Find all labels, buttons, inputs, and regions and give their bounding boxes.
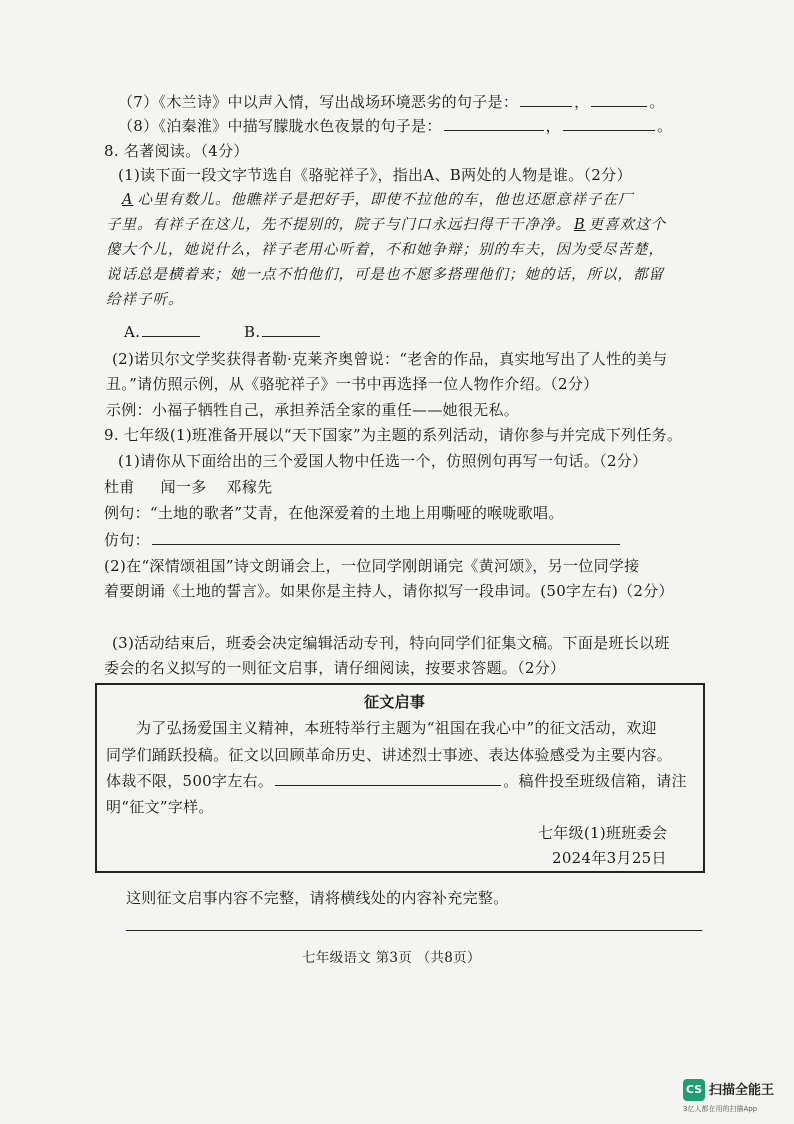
notice-line-1: 为了弘扬爱国主义精神，本班特举行主题为“祖国在我心中”的征文活动，欢迎 bbox=[136, 719, 657, 737]
answer-blank[interactable] bbox=[591, 92, 647, 107]
camscanner-tagline: 3亿人都在用的扫描App bbox=[683, 1105, 758, 1113]
imitate-line: 仿句： bbox=[104, 530, 622, 550]
imitate-answer-blank[interactable] bbox=[152, 530, 620, 545]
label-b: B bbox=[574, 217, 586, 233]
answer-blank[interactable] bbox=[563, 116, 655, 131]
patriot-names bbox=[104, 477, 272, 497]
question-8-sub2-line1: (2)诺贝尔文学奖获得者勒·克莱齐奥曾说：“老舍的作品，真实地写出了人性的美与 bbox=[112, 350, 668, 368]
after-notice-prompt: 这则征文启事内容不完整，请将横线处的内容补充完整。 bbox=[126, 889, 509, 907]
name-du-fu: 杜甫 bbox=[104, 478, 135, 496]
notice-date: 2024年3月25日 bbox=[552, 849, 667, 867]
answer-line[interactable] bbox=[126, 930, 702, 931]
question-7-text: （7）《木兰诗》中以声入情，写出战场环境恶劣的句子是： bbox=[118, 93, 519, 111]
notice-answer-blank[interactable] bbox=[275, 771, 501, 786]
question-8-example: 示例：小福子牺牲自己，承担养活全家的重任——她很无私。 bbox=[106, 401, 520, 419]
answer-blank[interactable] bbox=[520, 92, 572, 107]
notice-line-2: 同学们踊跃投稿。征文以回顾革命历史、讲述烈士事迹、表达体验感受为主要内容。 bbox=[106, 746, 673, 764]
passage-line-2: 子里。有祥子在这儿，先不提别的，院子与门口永远扫得干干净净。 B 更喜欢这个 bbox=[106, 217, 667, 233]
question-9-heading: 9. 七年级(1)班准备开展以“天下国家”为主题的系列活动，请你参与并完成下列任务。 bbox=[104, 426, 683, 444]
notice-title: 征文启事 bbox=[364, 693, 426, 711]
question-8-sub1: (1)读下面一段文字节选自《骆驼祥子》，指出A、B两处的人物是谁。（2分） bbox=[118, 166, 632, 184]
label-a: A bbox=[122, 192, 134, 208]
passage-line-5: 给祥子听。 bbox=[106, 292, 184, 308]
answer-blank[interactable] bbox=[142, 322, 200, 337]
name-deng-jiaxian: 邓稼先 bbox=[226, 478, 273, 496]
question-9-sub1: (1)请你从下面给出的三个爱国人物中任选一个，仿照例句再写一句话。（2分） bbox=[118, 452, 648, 470]
answer-blank[interactable] bbox=[262, 322, 320, 337]
question-8-sub2-line2: 丑。”请仿照示例，从《骆驼祥子》一书中再选择一位人物作介绍。（2分） bbox=[106, 375, 599, 393]
question-9-sub2-line2: 着要朗诵《土地的誓言》。如果你是主持人，请你拟写一段串词。(50字左右)（2分） bbox=[104, 582, 674, 600]
question-8-heading: 8. 名著阅读。（4分） bbox=[104, 142, 249, 160]
camscanner-brand: 扫描全能王 bbox=[709, 1083, 775, 1098]
passage-line-3: 傻大个儿，她说什么，祥子老用心听着，不和她争辩；别的车夫，因为受尽苦楚， bbox=[106, 242, 664, 258]
name-wen-yiduo: 闻一多 bbox=[160, 478, 207, 496]
question-9-sub3-line2: 委会的名义拟写的一则征文启事，请仔细阅读，按要求答题。（2分） bbox=[104, 659, 566, 677]
passage-line-4: 说话总是横着来；她一点不怕他们，可是也不愿多搭理他们；她的话，所以，都留 bbox=[106, 267, 664, 283]
notice-signer: 七年级(1)班班委会 bbox=[538, 824, 668, 842]
question-9-example: 例句：“土地的歌者”艾青，在他深爱着的土地上用嘶哑的喉咙歌唱。 bbox=[104, 504, 564, 522]
question-7-line: （7）《木兰诗》中以声入情，写出战场环境恶劣的句子是： ， 。 bbox=[118, 93, 665, 111]
answer-b: B. bbox=[244, 322, 322, 342]
page-footer: 七年级语文 第3页 （共8页） bbox=[302, 950, 481, 966]
question-9-sub2-line1: (2)在“深情颂祖国”诗文朗诵会上，一位同学刚朗诵完《黄河颂》，另一位同学接 bbox=[104, 557, 640, 575]
notice-line-4: 明“征文”字样。 bbox=[106, 798, 214, 816]
question-8-poem-text: （8）《泊秦淮》中描写朦胧水色夜景的句子是： bbox=[118, 117, 442, 135]
camscanner-logo-icon: CS bbox=[683, 1079, 705, 1101]
question-8-poem-line: （8）《泊秦淮》中描写朦胧水色夜景的句子是： ， 。 bbox=[118, 117, 673, 135]
question-9-sub3-line1: (3)活动结束后，班委会决定编辑活动专刊，特向同学们征集文稿。下面是班长以班 bbox=[112, 634, 670, 652]
passage-line-1: A 心里有数儿。他瞧祥子是把好手，即使不拉他的车，他也还愿意祥子在厂 bbox=[118, 190, 633, 210]
answer-blank[interactable] bbox=[444, 116, 544, 131]
notice-line-3: 体裁不限，500字左右。 。稿件投至班级信箱，请注 bbox=[106, 772, 687, 790]
answer-a: A. bbox=[124, 322, 202, 342]
